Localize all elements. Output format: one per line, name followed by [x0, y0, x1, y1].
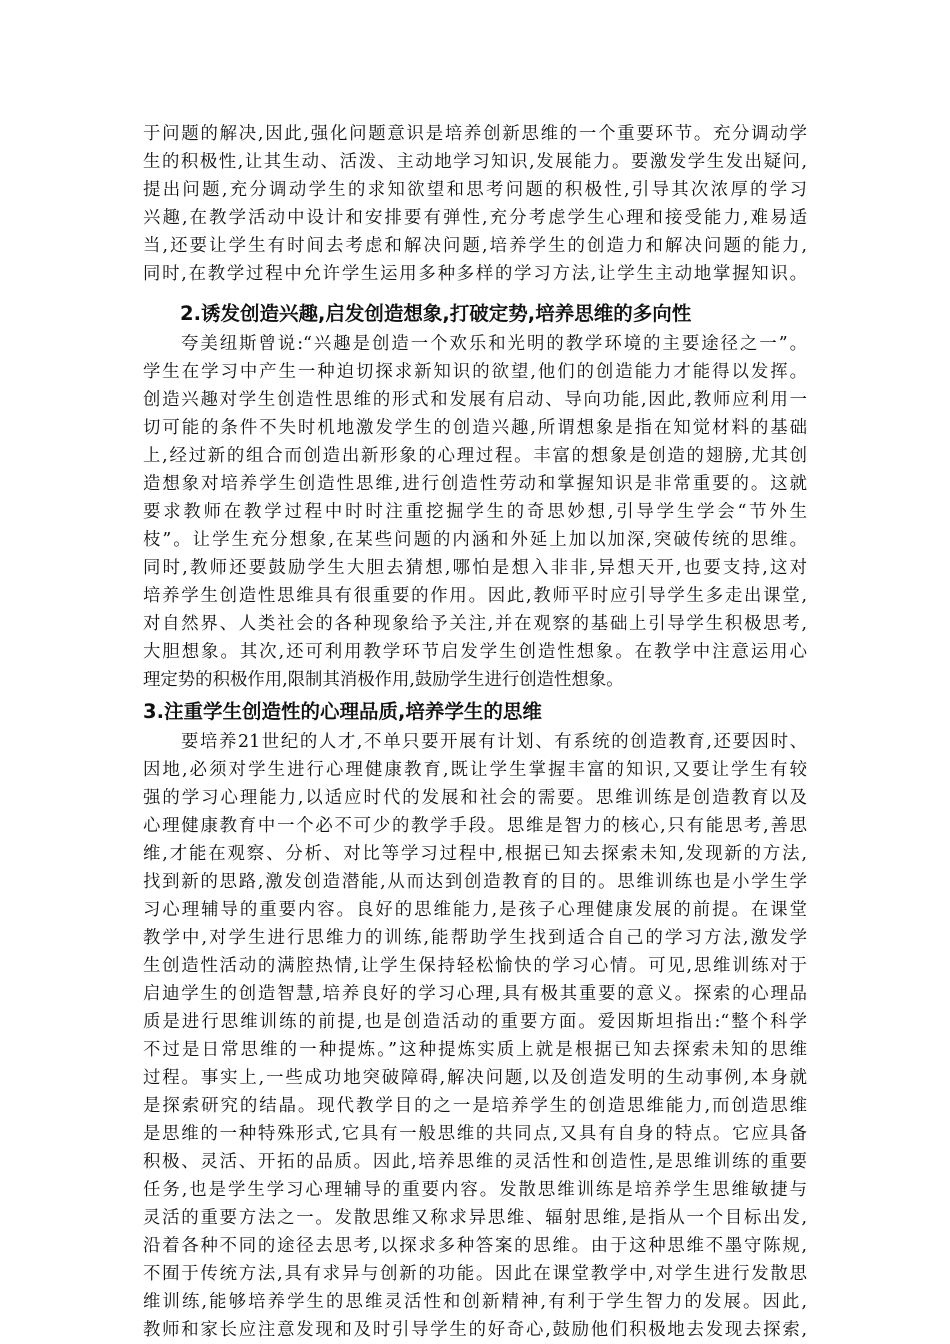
text-line: 同时,教师还要鼓励学生大胆去猜想,哪怕是想入非非,异想天开,也要支持,这对: [143, 558, 807, 578]
text-line: 学生在学习中产生一种迫切探求新知识的欲望,他们的创造能力才能得以发挥。: [143, 362, 807, 382]
text-line: 任务,也是学生学习心理辅导的重要内容。发散思维训练是培养学生思维敏捷与: [143, 1180, 807, 1200]
text-line: 要求教师在教学过程中时时注重挖掘学生的奇思妙想,引导学生学会“节外生: [143, 502, 807, 522]
text-line: 生创造性活动的满腔热情,让学生保持轻松愉快的学习心情。可见,思维训练对于: [143, 956, 807, 976]
text-line: 维,才能在观察、分析、对比等学习过程中,根据已知去探索未知,发现新的方法,: [143, 844, 807, 864]
text-line: 过程。事实上,一些成功地突破障碍,解决问题,以及创造发明的生动事例,本身就: [143, 1068, 807, 1088]
text-line: 同时,在教学过程中允许学生运用多种多样的学习方法,让学生主动地掌握知识。: [143, 264, 807, 284]
text-line: 沿着各种不同的途径去思考,以探求多种答案的思维。由于这种思维不墨守陈规,: [143, 1236, 807, 1256]
text-line: 不囿于传统方法,具有求异与创新的功能。因此在课堂教学中,对学生进行发散思: [143, 1264, 807, 1284]
text-line: 提出问题,充分调动学生的求知欲望和思考问题的积极性,引导其次浓厚的学习: [143, 180, 807, 200]
text-line: 是探索研究的结晶。现代教学目的之一是培养学生的创造思维能力,而创造思维: [143, 1096, 807, 1116]
text-line: 大胆想象。其次,还可利用教学环节启发学生创造性想象。在教学中注意运用心: [143, 642, 807, 662]
text-line: 是思维的一种特殊形式,它具有一般思维的共同点,又具有自身的特点。它应具备: [143, 1124, 807, 1144]
text-line: 枝”。让学生充分想象,在某些问题的内涵和外延上加以加深,突破传统的思维。: [143, 530, 807, 550]
text-line: 兴趣,在教学活动中设计和安排要有弹性,充分考虑学生心理和接受能力,难易适: [143, 208, 807, 228]
text-line: 夸美纽斯曾说:“兴趣是创造一个欢乐和光明的教学环境的主要途径之一”。: [181, 334, 807, 354]
text-line: 启迪学生的创造智慧,培养良好的学习心理,具有极其重要的意义。探索的心理品: [143, 984, 807, 1004]
paragraph-2: [143, 330, 807, 694]
paragraph-3: [143, 728, 807, 1344]
text-line: 灵活的重要方法之一。发散思维又称求异思维、辐射思维,是指从一个目标出发,: [143, 1208, 807, 1228]
text-line: 习心理辅导的重要内容。良好的思维能力,是孩子心理健康发展的前提。在课堂: [143, 900, 807, 920]
text-line: 心理健康教育中一个必不可少的教学手段。思维是智力的核心,只有能思考,善思: [143, 816, 807, 836]
text-line: 造想象对培养学生创造性思维,进行创造性劳动和掌握知识是非常重要的。这就: [143, 474, 807, 494]
section-heading-3: 3.注重学生创造性的心理品质,培养学生的思维: [143, 700, 542, 723]
text-line: 强的学习心理能力,以适应时代的发展和社会的需要。思维训练是创造教育以及: [143, 788, 807, 808]
text-line: 因地,必须对学生进行心理健康教育,既让学生掌握丰富的知识,又要让学生有较: [143, 760, 807, 780]
text-line: 切可能的条件不失时机地激发学生的创造兴趣,所谓想象是指在知觉材料的基础: [143, 418, 807, 438]
text-line: 教学中,对学生进行思维力的训练,能帮助学生找到适合自己的学习方法,激发学: [143, 928, 807, 948]
text-line: 找到新的思路,激发创造潜能,从而达到创造教育的目的。思维训练也是小学生学: [143, 872, 807, 892]
text-line: 要培养21世纪的人才,不单只要开展有计划、有系统的创造教育,还要因时、: [181, 732, 807, 752]
text-line: 当,还要让学生有时间去考虑和解决问题,培养学生的创造力和解决问题的能力,: [143, 236, 807, 256]
text-line: 不过是日常思维的一种提炼。”这种提炼实质上就是根据已知去探索未知的思维: [143, 1040, 807, 1060]
text-line: 质是进行思维训练的前提,也是创造活动的重要方面。爱因斯坦指出:“整个科学: [143, 1012, 807, 1032]
document-page: [143, 120, 807, 1344]
text-line: 理定势的积极作用,限制其消极作用,鼓励学生进行创造性想象。: [143, 670, 624, 690]
text-line: 教师和家长应注意发现和及时引导学生的好奇心,鼓励他们积极地去发现去探索,: [143, 1320, 807, 1340]
text-line: 于问题的解决,因此,强化问题意识是培养创新思维的一个重要环节。充分调动学: [143, 124, 807, 144]
text-line: 创造兴趣对学生创造性思维的形式和发展有启动、导向功能,因此,教师应利用一: [143, 390, 807, 410]
text-line: 积极、灵活、开拓的品质。因此,培养思维的灵活性和创造性,是思维训练的重要: [143, 1152, 807, 1172]
text-line: 上,经过新的组合而创造出新形象的心理过程。丰富的想象是创造的翅膀,尤其创: [143, 446, 807, 466]
paragraph-1: [143, 120, 807, 288]
text-line: 生的积极性,让其生动、活泼、主动地学习知识,发展能力。要激发学生发出疑问,: [143, 152, 807, 172]
text-line: 维训练,能够培养学生的思维灵活性和创新精神,有利于学生智力的发展。因此,: [143, 1292, 807, 1312]
text-line: 培养学生创造性思维具有很重要的作用。因此,教师平时应引导学生多走出课堂,: [143, 586, 807, 606]
section-heading-2: 2.诱发创造兴趣,启发创造想象,打破定势,培养思维的多向性: [180, 302, 692, 325]
text-line: 对自然界、人类社会的各种现象给予关注,并在观察的基础上引导学生积极思考,: [143, 614, 807, 634]
